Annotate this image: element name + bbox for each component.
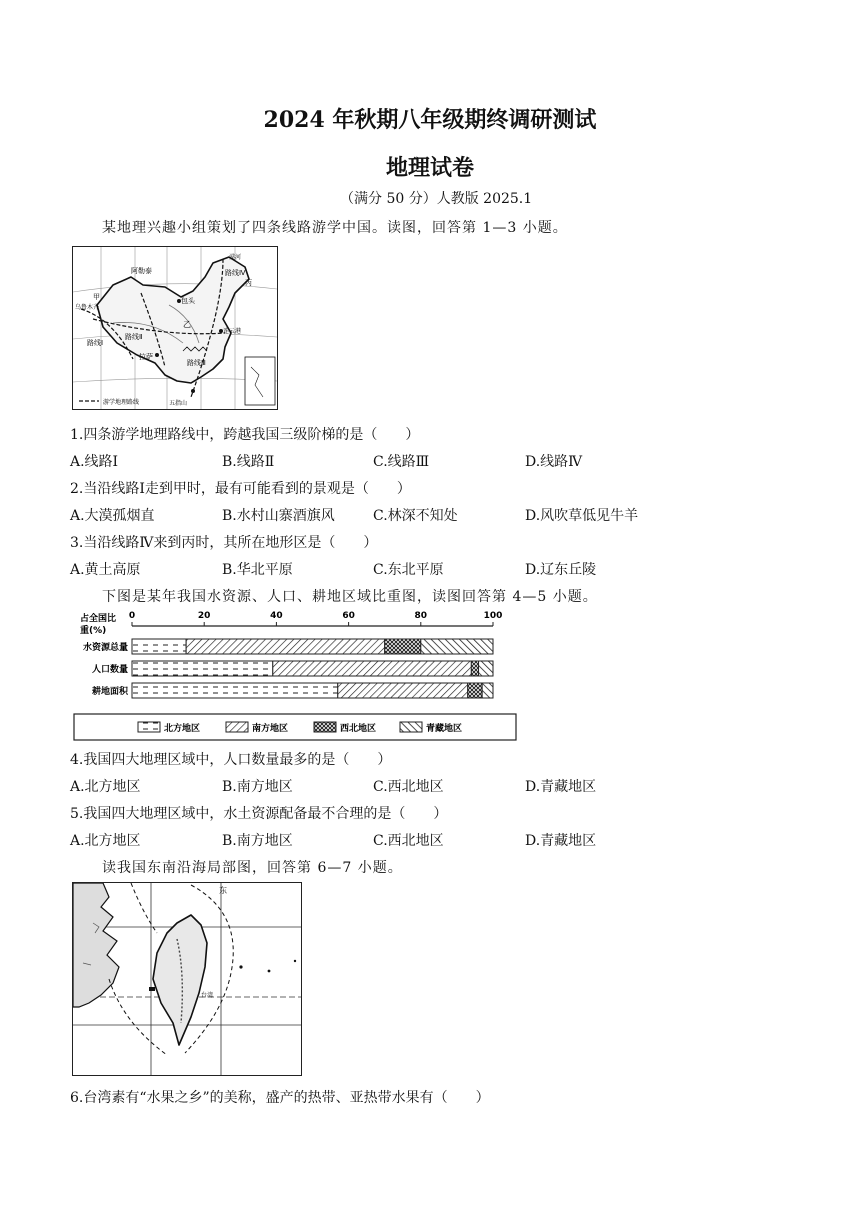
resource-ratio-chart: [72, 606, 522, 742]
question-5-option-b: B.南方地区: [222, 833, 293, 849]
chart-legend-label: 西北地区: [340, 724, 377, 734]
chart-bar-segment: [132, 661, 273, 676]
question-3-option-a: A.黄土高原: [70, 562, 141, 578]
question-5-option-d: D.青藏地区: [525, 833, 597, 849]
chart-bar-segment: [273, 661, 472, 676]
map2-label: 东: [219, 886, 227, 895]
chart-tick-label: 100: [483, 611, 503, 621]
intro-q6-7: 读我国东南沿海局部图，回答第 6—7 小题。: [102, 860, 403, 876]
question-2-option-c: C.林深不知处: [373, 508, 458, 524]
chart-tick-label: 80: [414, 611, 428, 621]
chart-bar-segment: [132, 683, 338, 698]
chart-legend-swatch: [138, 722, 160, 732]
chart-bar-segment: [421, 639, 493, 654]
map1-label: 丙: [245, 279, 252, 287]
question-2-stem: 2.当沿线路Ⅰ走到甲时，最有可能看到的景观是（ ）: [70, 481, 411, 497]
chart-ylabel-line2: 重(%): [80, 626, 107, 636]
map1-label: 路线Ⅳ: [225, 269, 246, 277]
map1-label: 包头: [181, 297, 195, 305]
map1-legend-label: 游学地理路线: [103, 399, 140, 406]
china-route-map-graphic: [73, 247, 277, 409]
question-4-option-a: A.北方地区: [70, 779, 141, 795]
chart-tick-label: 20: [197, 611, 211, 621]
chart-bar-segment: [471, 661, 478, 676]
chart-legend-label: 青藏地区: [426, 724, 463, 734]
chart-category-label: 水资源总量: [82, 643, 128, 653]
map1-label: 五指山: [169, 400, 188, 407]
map1-label: 连云港: [223, 328, 242, 335]
question-4-option-d: D.青藏地区: [525, 779, 597, 795]
intro-q1-3: 某地理兴趣小组策划了四条线路游学中国。读图，回答第 1—3 小题。: [102, 220, 568, 236]
question-1-stem: 1.四条游学地理路线中，跨越我国三级阶梯的是（ ）: [70, 427, 420, 443]
map1-label: 乙: [183, 320, 191, 329]
map1-label: 路线Ⅰ: [87, 339, 104, 347]
question-5-stem: 5.我国四大地理区域中，水土资源配备最不合理的是（ ）: [70, 806, 448, 822]
exam-meta: （满分 50 分）人教版 2025.1: [340, 191, 533, 207]
question-1-option-a: A.线路Ⅰ: [70, 454, 119, 470]
question-4-option-b: B.南方地区: [222, 779, 293, 795]
question-3-option-c: C.东北平原: [373, 562, 444, 578]
question-2-option-a: A.大漠孤烟直: [70, 508, 155, 524]
map1-label: 漠河: [229, 254, 242, 261]
question-4-option-c: C.西北地区: [373, 779, 444, 795]
southeast-coast-map-graphic: [73, 883, 301, 1075]
chart-tick-label: 40: [270, 611, 283, 621]
chart-bar-segment: [132, 639, 186, 654]
chart-legend-label: 南方地区: [252, 724, 289, 734]
question-3-option-b: B.华北平原: [222, 562, 293, 578]
chart-bar-segment: [338, 683, 468, 698]
question-4-stem: 4.我国四大地理区域中，人口数量最多的是（ ）: [70, 752, 392, 768]
question-5-option-c: C.西北地区: [373, 833, 444, 849]
question-3-stem: 3.当沿线路Ⅳ来到丙时，其所在地形区是（ ）: [70, 535, 378, 551]
chart-bar-segment: [385, 639, 421, 654]
chart-legend-swatch: [400, 722, 422, 732]
china-route-map: [72, 246, 278, 410]
chart-legend-label: 北方地区: [164, 724, 201, 734]
chart-category-label: 人口数量: [91, 665, 128, 675]
question-2-option-b: B.水村山寨酒旗风: [222, 508, 335, 524]
question-5-option-a: A.北方地区: [70, 833, 141, 849]
map1-label: 拉萨: [139, 353, 153, 361]
chart-legend-swatch: [226, 722, 248, 732]
southeast-coast-map: [72, 882, 302, 1076]
question-6-stem: 6.台湾素有“水果之乡”的美称，盛产的热带、亚热带水果有（ ）: [70, 1090, 490, 1106]
map1-label: 路线Ⅲ: [187, 359, 206, 367]
question-3-option-d: D.辽东丘陵: [525, 562, 597, 578]
chart-tick-label: 60: [342, 611, 355, 621]
question-2-option-d: D.风吹草低见牛羊: [525, 508, 639, 524]
chart-category-label: 耕地面积: [91, 687, 128, 697]
intro-q4-5: 下图是某年我国水资源、人口、耕地区域比重图，读图回答第 4—5 小题。: [102, 589, 598, 605]
chart-ylabel-line1: 占全国比: [80, 614, 117, 624]
question-1-option-b: B.线路Ⅱ: [222, 454, 275, 470]
chart-legend-swatch: [314, 722, 336, 732]
chart-bar-segment: [186, 639, 385, 654]
map2-label: 台湾: [201, 992, 214, 999]
chart-bar-segment: [468, 683, 482, 698]
chart-bar-segment: [482, 683, 493, 698]
map1-label: 乌鲁木齐: [75, 304, 100, 311]
chart-tick-label: 0: [128, 611, 136, 621]
exam-title: 2024 年秋期八年级期终调研测试: [263, 107, 597, 133]
chart-bar-segment: [479, 661, 493, 676]
question-1-option-c: C.线路Ⅲ: [373, 454, 430, 470]
exam-subject: 地理试卷: [385, 155, 474, 181]
map1-label: 路线Ⅱ: [125, 333, 143, 341]
map1-label: 甲: [93, 293, 100, 301]
map1-label: 阿勒泰: [131, 267, 152, 275]
question-1-option-d: D.线路Ⅳ: [525, 454, 583, 470]
